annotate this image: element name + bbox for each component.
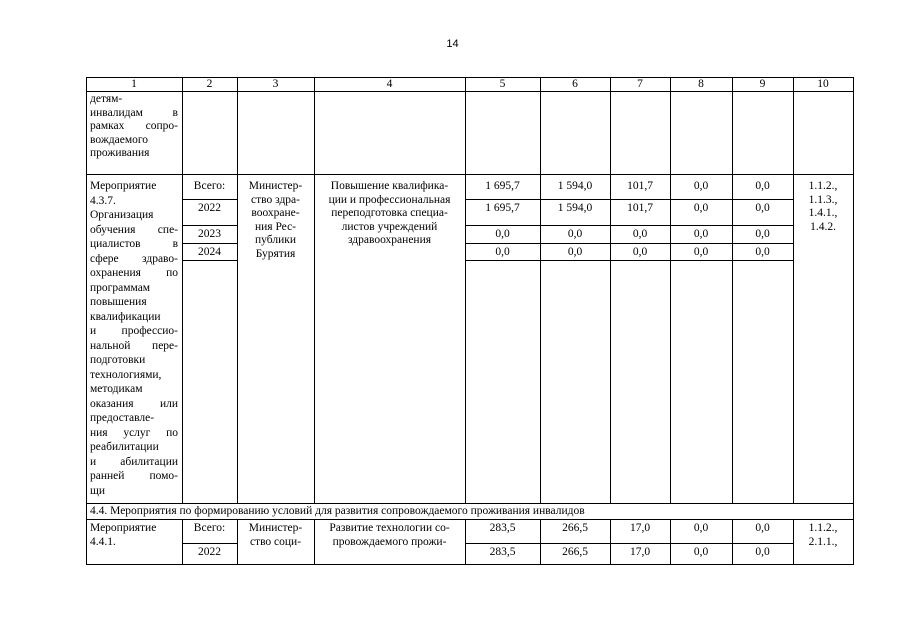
row3-value-cell: 283,5 xyxy=(489,546,516,558)
row2-description-line: листов учреждений xyxy=(341,220,438,233)
row3-description-line: провождаемого прожи- xyxy=(332,535,447,548)
row2-value-cell: 0,0 xyxy=(632,246,648,258)
row2-indicator-line: 1.1.2., xyxy=(808,180,838,192)
row2-value-cell: 101,7 xyxy=(627,180,653,192)
row2-executor-line: ния Рес- xyxy=(254,220,297,233)
row2-activity-line: нальной пере- xyxy=(90,339,178,352)
column-rule xyxy=(237,519,238,564)
row1-activity-line: вождаемого xyxy=(90,133,149,146)
row2-description-line: здравоохранения xyxy=(347,234,432,246)
row3-value-cell: 266,5 xyxy=(562,522,588,534)
row2-value-cell: 101,7 xyxy=(627,202,653,214)
column-rule xyxy=(793,77,794,503)
column-rule xyxy=(540,77,541,503)
header-cell-6: 6 xyxy=(572,78,578,90)
row3-activity-line: 4.4.1. xyxy=(90,535,116,548)
row1-activity-line: рамках сопро- xyxy=(90,120,178,132)
row2-year-cell: 2024 xyxy=(198,246,221,258)
header-cell-3: 3 xyxy=(272,78,279,90)
row-rule xyxy=(86,174,854,175)
row2-value-cell: 0,0 xyxy=(755,202,770,214)
row2-executor-line: публики xyxy=(255,234,296,246)
row2-executor-line: Министер- xyxy=(248,180,303,192)
header-cell-7: 7 xyxy=(637,78,643,90)
row2-description-line: Повышение квалифика- xyxy=(330,180,449,192)
row2-activity-line: квалификации xyxy=(90,310,161,323)
table-left-rule xyxy=(86,77,87,565)
row3-value-cell: 266,5 xyxy=(562,546,588,558)
header-cell-4: 4 xyxy=(386,78,393,90)
row3-value-cell: 17,0 xyxy=(629,546,651,558)
row2-indicator-line: 1.1.3., xyxy=(808,193,838,206)
row2-year-cell: 2023 xyxy=(198,228,221,240)
row2-activity-line: ния услуг по xyxy=(90,426,178,439)
row2-executor-line: ство здра- xyxy=(251,193,300,206)
row2-value-cell: 0,0 xyxy=(755,180,770,192)
row2-activity-line: сфере здраво- xyxy=(90,252,178,265)
page-number: 14 xyxy=(446,38,459,50)
row2-value-cell: 0,0 xyxy=(693,180,709,192)
value-rule xyxy=(465,225,793,226)
row2-indicator-line: 1.4.2. xyxy=(810,220,836,233)
row1-activity-line: инвалидам в xyxy=(90,106,178,119)
row2-value-cell: 0,0 xyxy=(755,246,770,258)
row1-activity-line: проживания xyxy=(90,147,150,159)
row2-value-cell: 0,0 xyxy=(693,246,709,258)
column-rule xyxy=(540,519,541,564)
row2-activity-line: реабилитации xyxy=(90,441,159,453)
row2-activity-line: циалистов в xyxy=(90,238,178,250)
row2-value-cell: 0,0 xyxy=(632,228,648,240)
row3-description-line: Развитие технологии со- xyxy=(329,522,450,534)
column-rule xyxy=(465,519,466,564)
header-cell-8: 8 xyxy=(698,78,704,90)
row2-value-cell: 1 695,7 xyxy=(485,202,520,214)
year-rule xyxy=(182,199,237,200)
column-rule xyxy=(670,77,671,503)
row2-value-cell: 0,0 xyxy=(693,228,709,240)
row2-value-cell: 1 695,7 xyxy=(485,180,520,192)
value-rule xyxy=(465,199,793,200)
row2-activity-line: программам xyxy=(90,281,151,294)
row1-activity-line: детям- xyxy=(90,93,123,105)
row2-description-line: переподготовка специа- xyxy=(331,207,448,219)
row3-executor-line: Министер- xyxy=(248,522,303,534)
row2-activity-line: ранней помо- xyxy=(90,470,178,482)
row2-activity-line: и профессио- xyxy=(90,325,178,337)
row2-activity-line: и абилитации xyxy=(90,455,178,468)
column-rule xyxy=(182,77,183,503)
column-rule xyxy=(732,519,733,564)
row2-value-cell: 0,0 xyxy=(567,228,583,240)
year-rule xyxy=(182,260,237,261)
column-rule xyxy=(237,77,238,503)
row2-year-cell: 2022 xyxy=(198,202,221,214)
row3-value-cell: 0,0 xyxy=(755,522,770,534)
row2-value-cell: 0,0 xyxy=(495,228,510,240)
row2-activity-line: повышения xyxy=(90,296,147,308)
column-rule xyxy=(314,77,315,503)
row2-value-cell: 1 594,0 xyxy=(557,180,593,192)
row3-indicator-line: 1.1.2., xyxy=(808,522,838,534)
row2-activity-line: Мероприятие xyxy=(90,180,157,192)
column-rule xyxy=(465,77,466,503)
header-cell-9: 9 xyxy=(759,78,766,90)
row2-description-line: ции и профессиональная xyxy=(328,193,451,206)
row2-executor-line: Бурятия xyxy=(255,247,296,260)
header-cell-2: 2 xyxy=(206,78,213,90)
value-rule xyxy=(465,260,793,261)
row3-value-cell: 0,0 xyxy=(693,522,709,534)
column-rule xyxy=(670,519,671,564)
row2-executor-line: воохране- xyxy=(251,207,300,219)
row2-activity-line: 4.3.7. xyxy=(90,194,116,207)
row3-value-cell: 17,0 xyxy=(629,522,651,534)
table-bottom-rule xyxy=(86,564,854,565)
row2-activity-line: оказания или xyxy=(90,397,178,410)
header-cell-5: 5 xyxy=(499,78,506,90)
row2-value-cell: 0,0 xyxy=(567,246,583,258)
row2-indicator-line: 1.4.1., xyxy=(808,207,838,219)
value-rule xyxy=(465,543,793,544)
section-title: 4.4. Мероприятия по формированию условий для развития сопровождаемого проживания инвалидов xyxy=(90,505,585,517)
row3-value-cell: 0,0 xyxy=(693,546,709,558)
row3-value-cell: 283,5 xyxy=(489,522,516,534)
column-rule xyxy=(793,519,794,564)
row3-year-cell: Всего: xyxy=(193,522,226,534)
row-rule xyxy=(86,503,854,504)
row3-executor-line: ство соци- xyxy=(249,535,302,548)
row2-activity-line: охранения по xyxy=(90,267,178,279)
value-rule xyxy=(465,243,793,244)
header-cell-1: 1 xyxy=(131,78,137,90)
column-rule xyxy=(314,519,315,564)
column-rule xyxy=(182,519,183,564)
header-bottom-rule xyxy=(86,91,854,92)
row2-activity-line: Организация xyxy=(90,209,154,221)
row2-year-cell: Всего: xyxy=(193,180,226,192)
row3-value-cell: 0,0 xyxy=(755,546,770,558)
row2-activity-line: предоставле- xyxy=(90,412,155,424)
row2-activity-line: щи xyxy=(90,484,106,497)
row2-activity-line: методикам xyxy=(90,383,143,395)
row3-year-cell: 2022 xyxy=(198,546,221,558)
row2-activity-line: технологиями, xyxy=(90,368,162,381)
column-rule xyxy=(610,519,611,564)
row2-value-cell: 0,0 xyxy=(495,246,510,258)
header-cell-10: 10 xyxy=(817,78,829,90)
column-rule xyxy=(610,77,611,503)
row2-value-cell: 1 594,0 xyxy=(557,202,593,214)
row2-activity-line: обучения спе- xyxy=(90,223,178,236)
row3-indicator-line: 2.1.1., xyxy=(808,535,838,548)
column-rule xyxy=(732,77,733,503)
row2-activity-line: подготовки xyxy=(90,354,146,366)
row3-activity-line: Мероприятие xyxy=(90,522,157,534)
year-rule xyxy=(182,543,237,544)
year-rule xyxy=(182,225,237,226)
row2-value-cell: 0,0 xyxy=(755,228,770,240)
row2-value-cell: 0,0 xyxy=(693,202,709,214)
table-right-rule xyxy=(853,77,854,565)
section-rule xyxy=(86,519,854,520)
year-rule xyxy=(182,243,237,244)
